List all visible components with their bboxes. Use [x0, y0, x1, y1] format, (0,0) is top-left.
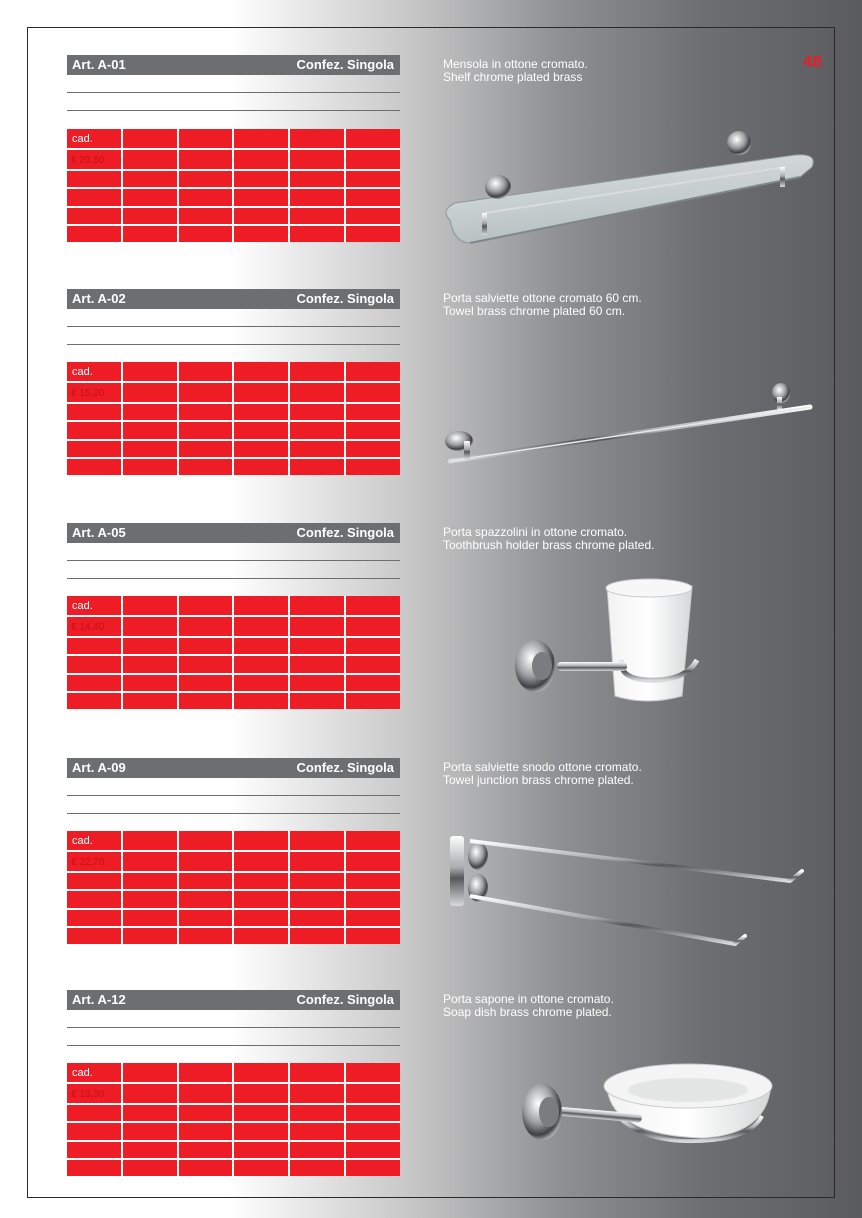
- price-grid-cell: [67, 150, 121, 169]
- price-grid-cell: [346, 189, 400, 205]
- price-grid-cell: [123, 596, 177, 615]
- product-section: [67, 990, 827, 1190]
- towel-bar-icon: [440, 379, 820, 479]
- price-grid-cell: [346, 1160, 400, 1176]
- price-grid-cell: [290, 1063, 344, 1082]
- product-header: [67, 289, 400, 309]
- price-grid-cell: [67, 928, 121, 944]
- description-english: Towel brass chrome plated 60 cm.: [443, 304, 626, 318]
- article-code: Art. A-05: [72, 525, 126, 540]
- price-grid-cell: [234, 150, 288, 169]
- product-section: [67, 289, 827, 489]
- price-grid-cell: [290, 226, 344, 242]
- article-code: Art. A-12: [72, 992, 126, 1007]
- price-grid-cell: [346, 422, 400, 438]
- price-grid-cell: [179, 910, 233, 926]
- price-grid-cell: [290, 891, 344, 907]
- price-grid-cell: [67, 383, 121, 402]
- price-grid-cell: [179, 638, 233, 654]
- price-grid-cell: [290, 1160, 344, 1176]
- price-grid-cell: [290, 1084, 344, 1103]
- price-grid-cell: [346, 638, 400, 654]
- swivel-towel-rail-icon: [440, 826, 820, 966]
- price-grid-cell: [123, 928, 177, 944]
- description-italian: Mensola in ottone cromato.: [443, 57, 588, 71]
- price-grid-cell: [67, 1160, 121, 1176]
- price-grid-cell: [234, 1063, 288, 1082]
- price-grid-cell: [346, 383, 400, 402]
- price-grid-cell: [67, 910, 121, 926]
- price-grid-cell: [123, 1160, 177, 1176]
- price-grid-cell: [234, 129, 288, 148]
- price-grid-cell: [290, 422, 344, 438]
- price-grid-cell: [179, 1160, 233, 1176]
- price-grid-cell: [67, 1063, 121, 1082]
- price-grid-cell: [234, 422, 288, 438]
- page-number: 48: [803, 52, 822, 71]
- price-grid-cell: [67, 596, 121, 615]
- price-grid-cell: [67, 1105, 121, 1121]
- price-grid-cell: [123, 1142, 177, 1158]
- unit-price: € 13,30: [71, 1089, 105, 1100]
- price-grid-cell: [290, 441, 344, 457]
- price-grid-cell: [234, 638, 288, 654]
- price-grid-cell: [123, 693, 177, 709]
- product-description: [443, 292, 803, 318]
- price-grid: [67, 831, 400, 944]
- price-grid-cell: [67, 226, 121, 242]
- price-grid-cell: [179, 459, 233, 475]
- price-grid-cell: [234, 383, 288, 402]
- price-grid-cell: [290, 928, 344, 944]
- price-grid-cell: [234, 1084, 288, 1103]
- price-grid-cell: [179, 362, 233, 381]
- unit-label: cad.: [72, 600, 93, 612]
- product-description: [443, 526, 803, 552]
- price-grid-cell: [290, 171, 344, 187]
- price-grid-cell: [67, 1142, 121, 1158]
- price-grid-cell: [67, 617, 121, 636]
- divider: [67, 344, 400, 345]
- price-grid-cell: [179, 1105, 233, 1121]
- price-grid-cell: [346, 596, 400, 615]
- description-english: Toothbrush holder brass chrome plated.: [443, 538, 655, 552]
- price-grid-cell: [179, 852, 233, 871]
- price-grid-cell: [290, 596, 344, 615]
- price-grid-cell: [346, 459, 400, 475]
- price-grid-cell: [290, 693, 344, 709]
- price-grid-cell: [234, 189, 288, 205]
- price-grid-cell: [290, 831, 344, 850]
- price-grid-cell: [290, 362, 344, 381]
- pack-type: Confez. Singola: [296, 57, 394, 72]
- price-grid-cell: [179, 171, 233, 187]
- price-grid-cell: [346, 129, 400, 148]
- price-grid-cell: [234, 404, 288, 420]
- price-grid-cell: [67, 208, 121, 224]
- price-grid-cell: [123, 638, 177, 654]
- price-grid-cell: [179, 693, 233, 709]
- price-grid-cell: [123, 675, 177, 691]
- pack-type: Confez. Singola: [296, 525, 394, 540]
- price-grid-cell: [290, 150, 344, 169]
- price-grid-cell: [290, 852, 344, 871]
- price-grid-cell: [123, 383, 177, 402]
- price-grid-cell: [123, 1123, 177, 1139]
- price-grid-cell: [290, 129, 344, 148]
- price-grid-cell: [290, 1142, 344, 1158]
- price-grid-cell: [290, 208, 344, 224]
- price-grid-cell: [346, 362, 400, 381]
- price-grid-cell: [179, 189, 233, 205]
- price-grid-cell: [67, 129, 121, 148]
- price-grid-cell: [67, 831, 121, 850]
- price-grid-cell: [290, 459, 344, 475]
- price-grid-cell: [123, 129, 177, 148]
- description-italian: Porta salviette snodo ottone cromato.: [443, 760, 642, 774]
- unit-price: € 14,40: [71, 622, 105, 633]
- price-grid-cell: [234, 459, 288, 475]
- price-grid-cell: [346, 208, 400, 224]
- price-grid-cell: [179, 226, 233, 242]
- price-grid-cell: [179, 675, 233, 691]
- price-grid-cell: [234, 208, 288, 224]
- price-grid: [67, 362, 400, 475]
- price-grid-cell: [234, 1142, 288, 1158]
- price-grid-cell: [234, 693, 288, 709]
- price-grid-cell: [234, 171, 288, 187]
- price-grid-cell: [179, 383, 233, 402]
- description-italian: Porta spazzolini in ottone cromato.: [443, 525, 628, 539]
- price-grid-cell: [346, 617, 400, 636]
- price-grid-cell: [234, 873, 288, 889]
- price-grid-cell: [179, 617, 233, 636]
- price-grid-cell: [67, 422, 121, 438]
- price-grid-cell: [234, 831, 288, 850]
- price-grid: [67, 1063, 400, 1176]
- price-grid-cell: [346, 226, 400, 242]
- price-grid-cell: [123, 1063, 177, 1082]
- description-english: Towel junction brass chrome plated.: [443, 773, 634, 787]
- price-grid-cell: [179, 404, 233, 420]
- price-grid-cell: [179, 1142, 233, 1158]
- price-grid-cell: [290, 617, 344, 636]
- price-grid-cell: [123, 171, 177, 187]
- price-grid-cell: [234, 852, 288, 871]
- price-grid-cell: [290, 383, 344, 402]
- price-grid-cell: [234, 596, 288, 615]
- price-grid-cell: [67, 675, 121, 691]
- price-grid-cell: [123, 891, 177, 907]
- article-code: Art. A-02: [72, 291, 126, 306]
- price-grid-cell: [67, 1084, 121, 1103]
- price-grid-cell: [67, 1123, 121, 1139]
- price-grid-cell: [234, 617, 288, 636]
- price-grid-cell: [67, 693, 121, 709]
- price-grid-cell: [290, 873, 344, 889]
- unit-price: € 22,70: [71, 857, 105, 868]
- price-grid-cell: [346, 656, 400, 672]
- price-grid-cell: [346, 1084, 400, 1103]
- price-grid-cell: [123, 404, 177, 420]
- unit-label: cad.: [72, 1067, 93, 1079]
- price-grid-cell: [179, 129, 233, 148]
- price-grid-cell: [346, 852, 400, 871]
- price-grid-cell: [179, 1084, 233, 1103]
- price-grid-cell: [123, 852, 177, 871]
- price-grid-cell: [123, 189, 177, 205]
- price-grid-cell: [234, 1123, 288, 1139]
- price-grid-cell: [290, 404, 344, 420]
- product-section: [67, 55, 827, 255]
- price-grid-cell: [67, 362, 121, 381]
- divider: [67, 1045, 400, 1046]
- price-grid-cell: [179, 891, 233, 907]
- product-header: [67, 55, 400, 75]
- price-grid-cell: [67, 873, 121, 889]
- price-grid-cell: [179, 873, 233, 889]
- price-grid-cell: [123, 873, 177, 889]
- price-grid-cell: [123, 441, 177, 457]
- price-grid-cell: [234, 1105, 288, 1121]
- price-grid-cell: [346, 693, 400, 709]
- price-grid-cell: [179, 596, 233, 615]
- price-grid-cell: [179, 656, 233, 672]
- price-grid: [67, 596, 400, 709]
- product-header: [67, 758, 400, 778]
- price-grid-cell: [67, 189, 121, 205]
- price-grid-cell: [179, 1063, 233, 1082]
- product-header: [67, 990, 400, 1010]
- price-grid-cell: [179, 208, 233, 224]
- price-grid-cell: [179, 422, 233, 438]
- divider: [67, 578, 400, 579]
- pack-type: Confez. Singola: [296, 992, 394, 1007]
- unit-label: cad.: [72, 835, 93, 847]
- price-grid-cell: [346, 1105, 400, 1121]
- price-grid-cell: [123, 362, 177, 381]
- divider: [67, 110, 400, 111]
- pack-type: Confez. Singola: [296, 760, 394, 775]
- price-grid-cell: [123, 910, 177, 926]
- price-grid-cell: [346, 1123, 400, 1139]
- description-italian: Porta salviette ottone cromato 60 cm.: [443, 291, 642, 305]
- unit-label: cad.: [72, 133, 93, 145]
- unit-price: € 29,50: [71, 155, 105, 166]
- price-grid-cell: [123, 1105, 177, 1121]
- price-grid-cell: [346, 441, 400, 457]
- description-italian: Porta sapone in ottone cromato.: [443, 992, 614, 1006]
- price-grid-cell: [67, 638, 121, 654]
- price-grid-cell: [67, 459, 121, 475]
- price-grid-cell: [290, 1105, 344, 1121]
- price-grid-cell: [234, 656, 288, 672]
- article-code: Art. A-09: [72, 760, 126, 775]
- price-grid-cell: [290, 1123, 344, 1139]
- price-grid-cell: [123, 150, 177, 169]
- price-grid-cell: [234, 928, 288, 944]
- price-grid-cell: [346, 1063, 400, 1082]
- price-grid-cell: [234, 891, 288, 907]
- product-section: [67, 758, 827, 958]
- price-grid-cell: [346, 171, 400, 187]
- price-grid-cell: [123, 226, 177, 242]
- divider: [67, 92, 400, 93]
- price-grid-cell: [123, 617, 177, 636]
- description-english: Shelf chrome plated brass: [443, 70, 583, 84]
- price-grid-cell: [179, 1123, 233, 1139]
- price-grid-cell: [234, 362, 288, 381]
- price-grid-cell: [179, 928, 233, 944]
- divider: [67, 560, 400, 561]
- price-grid-cell: [234, 910, 288, 926]
- price-grid-cell: [123, 656, 177, 672]
- price-grid-cell: [290, 675, 344, 691]
- product-section: [67, 523, 827, 723]
- price-grid-cell: [346, 831, 400, 850]
- product-header: [67, 523, 400, 543]
- price-grid-cell: [67, 852, 121, 871]
- price-grid-cell: [290, 189, 344, 205]
- product-description: [443, 58, 803, 84]
- unit-label: cad.: [72, 366, 93, 378]
- price-grid-cell: [67, 404, 121, 420]
- description-english: Soap dish brass chrome plated.: [443, 1005, 612, 1019]
- price-grid-cell: [123, 208, 177, 224]
- price-grid-cell: [179, 441, 233, 457]
- product-description: [443, 761, 803, 787]
- price-grid-cell: [234, 1160, 288, 1176]
- divider: [67, 795, 400, 796]
- price-grid-cell: [123, 459, 177, 475]
- divider: [67, 1027, 400, 1028]
- price-grid-cell: [234, 226, 288, 242]
- soap-dish-icon: [512, 1050, 792, 1160]
- price-grid-cell: [123, 1084, 177, 1103]
- price-grid-cell: [290, 910, 344, 926]
- price-grid-cell: [67, 891, 121, 907]
- pack-type: Confez. Singola: [296, 291, 394, 306]
- divider: [67, 813, 400, 814]
- price-grid-cell: [179, 831, 233, 850]
- price-grid-cell: [346, 891, 400, 907]
- price-grid: [67, 129, 400, 242]
- divider: [67, 326, 400, 327]
- price-grid-cell: [67, 441, 121, 457]
- price-grid-cell: [234, 675, 288, 691]
- price-grid-cell: [67, 171, 121, 187]
- price-grid-cell: [346, 873, 400, 889]
- price-grid-cell: [346, 910, 400, 926]
- price-grid-cell: [290, 656, 344, 672]
- product-description: [443, 993, 803, 1019]
- price-grid-cell: [346, 404, 400, 420]
- price-grid-cell: [290, 638, 344, 654]
- price-grid-cell: [67, 656, 121, 672]
- glass-shelf-icon: [440, 125, 820, 255]
- price-grid-cell: [234, 441, 288, 457]
- price-grid-cell: [179, 150, 233, 169]
- price-grid-cell: [346, 150, 400, 169]
- toothbrush-holder-icon: [507, 568, 727, 718]
- price-grid-cell: [123, 422, 177, 438]
- unit-price: € 15,20: [71, 388, 105, 399]
- price-grid-cell: [346, 928, 400, 944]
- article-code: Art. A-01: [72, 57, 126, 72]
- price-grid-cell: [346, 1142, 400, 1158]
- price-grid-cell: [123, 831, 177, 850]
- price-grid-cell: [346, 675, 400, 691]
